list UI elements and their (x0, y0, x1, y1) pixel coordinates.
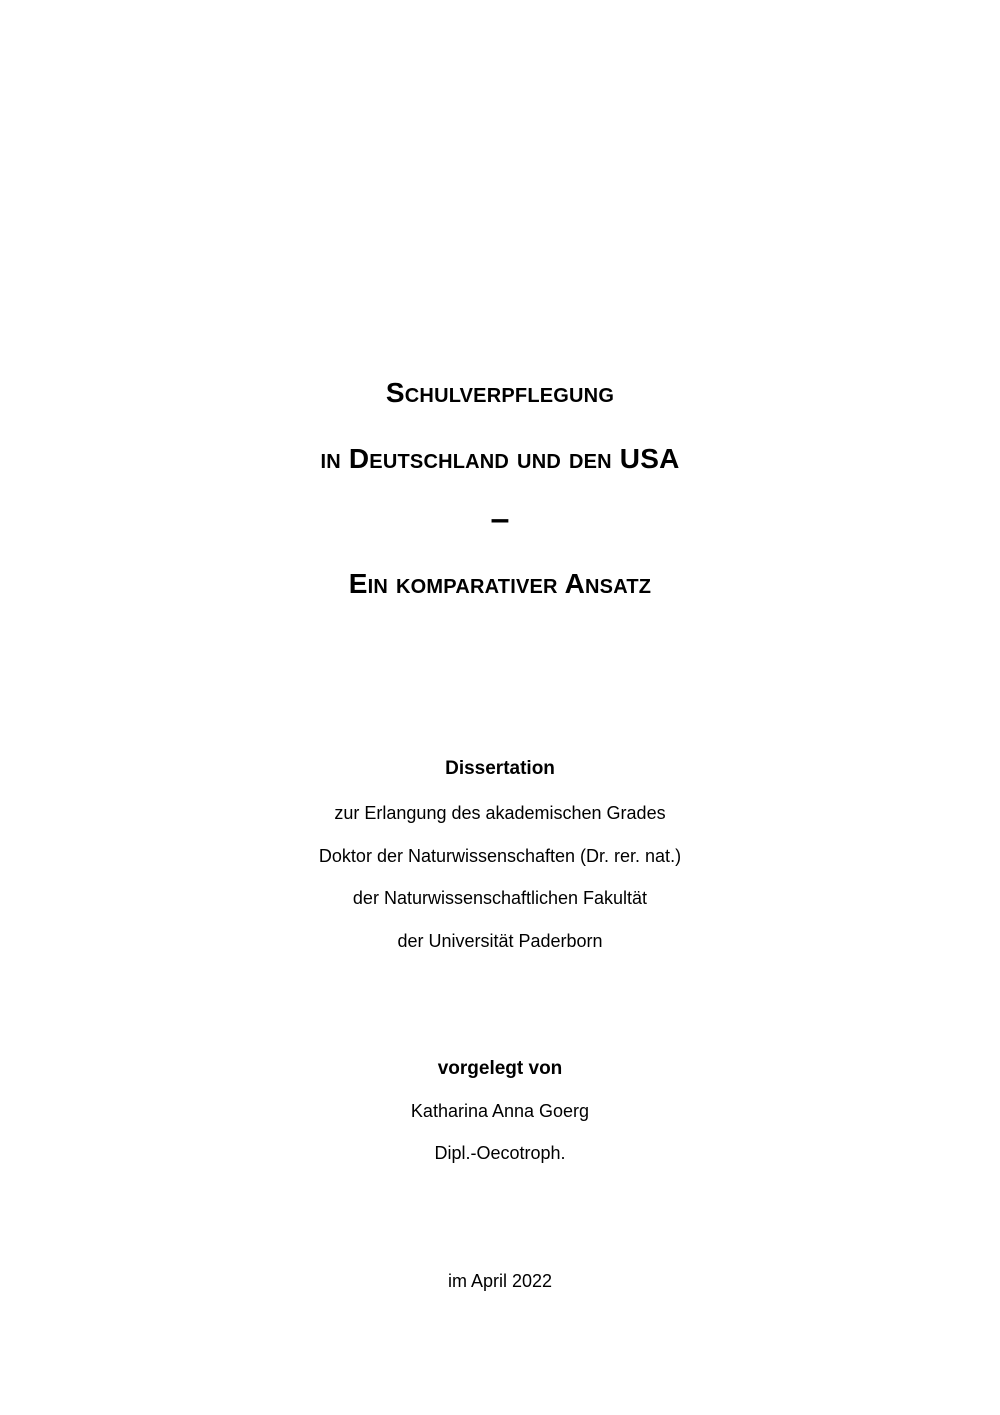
submitted-by-heading: vorgelegt von (437, 1058, 563, 1079)
faculty-line: der Naturwissenschaftlichen Fakultät (352, 888, 648, 908)
title-dash: – (490, 500, 510, 538)
degree-purpose-line: zur Erlangung des akademischen Grades (334, 803, 666, 823)
degree-name-line: Doktor der Naturwissenschaften (Dr. rer. nat.) (318, 846, 682, 866)
author-degree: Dipl.-Oecotroph. (434, 1143, 566, 1163)
title-line-1: Schulverpflegung (385, 377, 615, 408)
submission-date: im April 2022 (447, 1271, 553, 1291)
title-line-2: in Deutschland und den USA (320, 443, 680, 474)
dissertation-heading: Dissertation (445, 758, 555, 779)
author-name: Katharina Anna Goerg (410, 1101, 590, 1121)
university-line: der Universität Paderborn (397, 931, 603, 951)
title-line-3: Ein komparativer Ansatz (348, 568, 652, 599)
